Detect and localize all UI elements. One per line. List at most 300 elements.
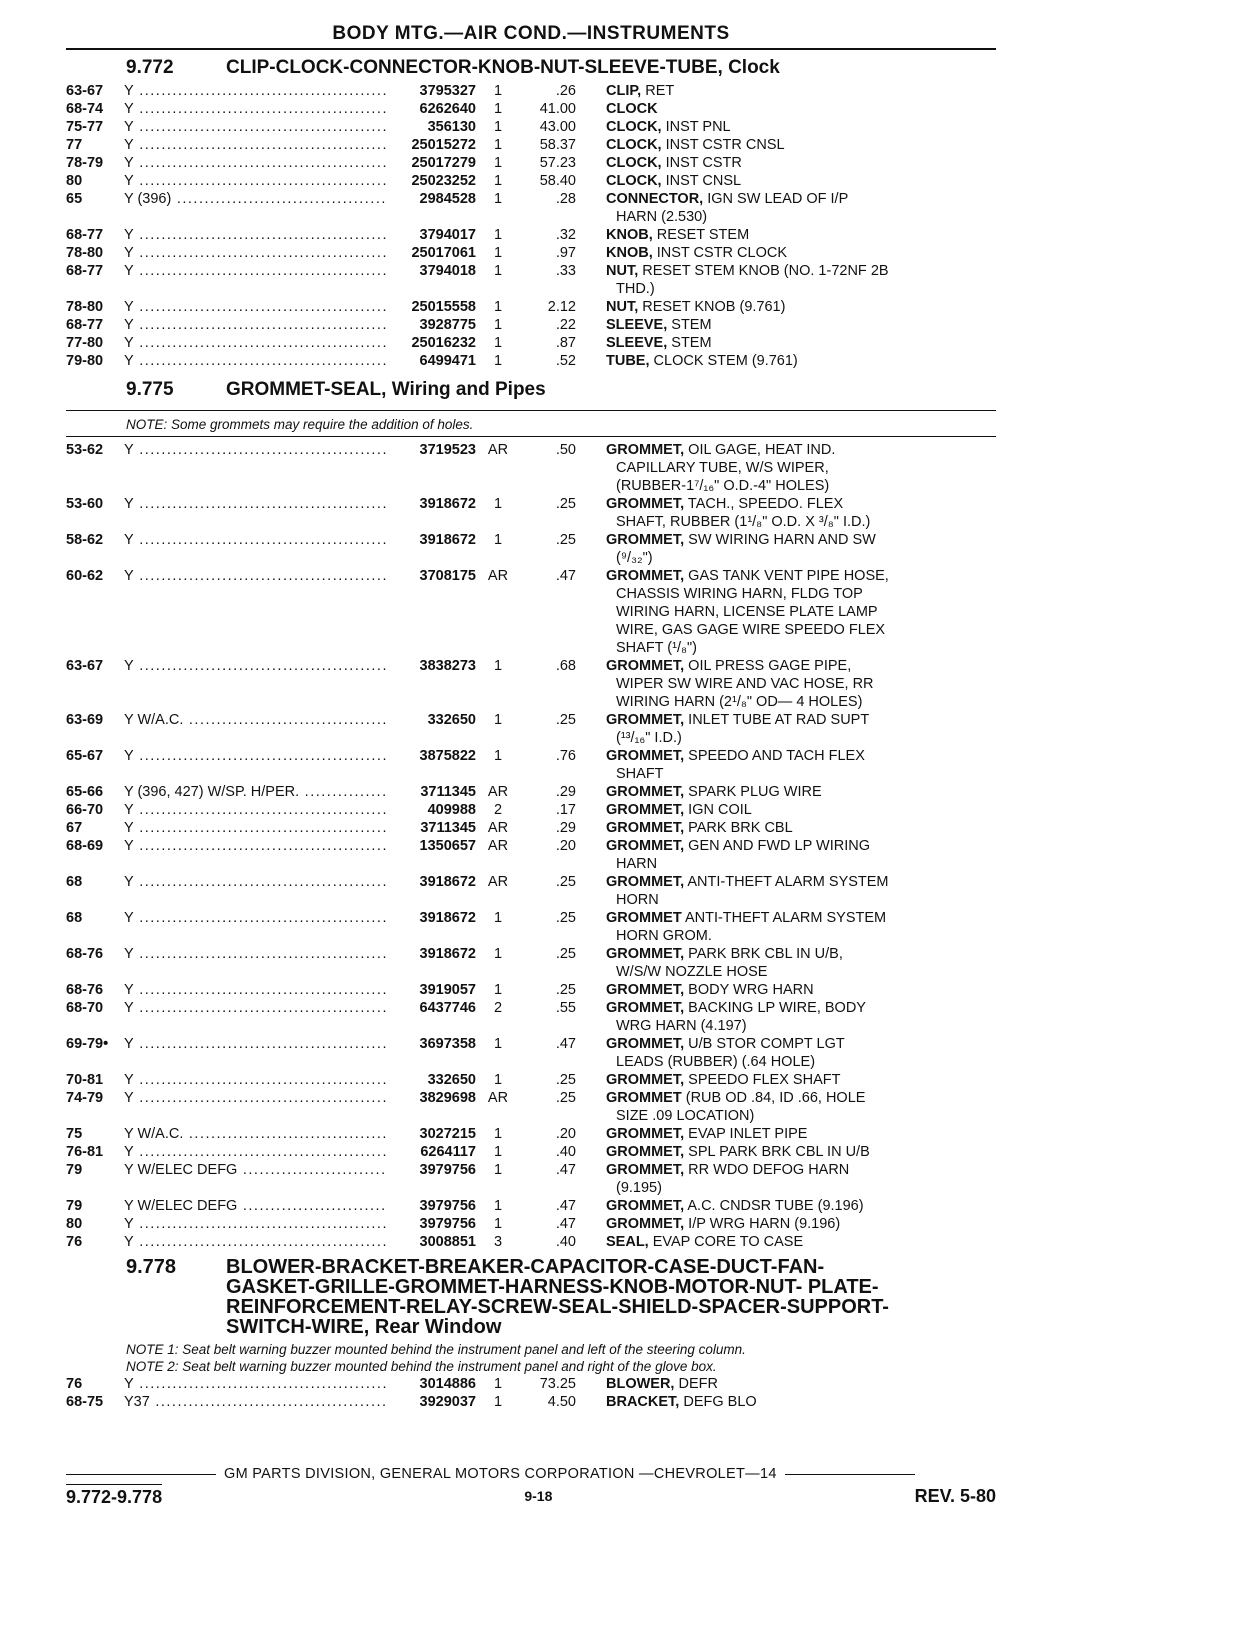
model-text: Y .....	[124, 442, 386, 458]
part-row	[66, 531, 996, 567]
model-code	[124, 334, 386, 352]
description-line: NUT, RESET STEM KNOB (NO. 1-72NF 2B	[606, 263, 889, 279]
description-line: WIRING HARN (2¹/₈" OD— 4 HOLES)	[616, 694, 863, 710]
description-line: SIZE .09 LOCATION)	[616, 1108, 755, 1124]
description-line: GROMMET, SW WIRING HARN AND SW	[606, 532, 876, 548]
model-code	[124, 1215, 386, 1233]
quantity: 1	[493, 245, 503, 261]
description	[576, 909, 996, 945]
price: .22	[555, 317, 576, 333]
description	[576, 118, 996, 136]
section-number: 9.772	[126, 57, 174, 78]
section-note: NOTE 2: Seat belt warning buzzer mounted behind the instrument panel and right of the glove box.	[126, 1359, 717, 1374]
description-line: HORN	[616, 892, 659, 908]
part-row	[66, 1393, 996, 1411]
price: .47	[555, 1162, 576, 1178]
quantity: AR	[487, 442, 509, 458]
model-code	[124, 1143, 386, 1161]
description	[576, 711, 996, 747]
part-number: 3027215	[419, 1126, 476, 1142]
part-row	[66, 819, 996, 837]
price: .52	[555, 353, 576, 369]
part-number: 3795327	[419, 83, 476, 99]
model-code	[124, 262, 386, 298]
description-keyword: GROMMET,	[606, 946, 685, 962]
price: 2.12	[547, 299, 576, 315]
model-text: Y .....	[124, 910, 386, 926]
model-code	[124, 441, 386, 495]
model-text: Y .....	[124, 874, 386, 890]
price: .40	[555, 1144, 576, 1160]
part-number: 332650	[427, 712, 476, 728]
description-line: GROMMET, PARK BRK CBL IN U/B,	[606, 946, 843, 962]
description-line: (9.195)	[616, 1180, 662, 1196]
model-code	[124, 837, 386, 873]
description-keyword: NUT,	[606, 299, 639, 315]
description-line: CLOCK, INST CNSL	[606, 173, 742, 189]
section-title-line: GASKET-GRILLE-GROMMET-HARNESS-KNOB-MOTOR-NUT- PLATE-	[226, 1276, 879, 1298]
description-keyword: KNOB,	[606, 227, 653, 243]
part-number: 3979756	[419, 1216, 476, 1232]
quantity: 1	[493, 173, 503, 189]
year-range: 76	[66, 1376, 83, 1392]
quantity: 1	[493, 1126, 503, 1142]
year-range: 79-80	[66, 353, 104, 369]
model-code	[124, 1071, 386, 1089]
part-number: 3875822	[419, 748, 476, 764]
part-row	[66, 316, 996, 334]
description-line: SHAFT, RUBBER (1¹/₈" O.D. X ³/₈" I.D.)	[616, 514, 871, 530]
quantity: 1	[493, 982, 503, 998]
description-keyword: KNOB,	[606, 245, 653, 261]
description	[576, 567, 996, 657]
description-keyword: GROMMET,	[606, 568, 685, 584]
part-number: 3918672	[419, 496, 476, 512]
year-range: 76	[66, 1234, 83, 1250]
part-row	[66, 657, 996, 711]
description-line: KNOB, INST CSTR CLOCK	[606, 245, 788, 261]
part-number: 3711345	[420, 784, 476, 800]
description-keyword: GROMMET,	[606, 1000, 685, 1016]
description-line: GROMMET, EVAP INLET PIPE	[606, 1126, 808, 1142]
quantity: AR	[487, 568, 509, 584]
part-number: 1350657	[419, 838, 476, 854]
model-code	[124, 1035, 386, 1071]
model-code	[124, 1197, 386, 1215]
part-row	[66, 334, 996, 352]
description-keyword: GROMMET,	[606, 820, 685, 836]
part-number: 3014886	[419, 1376, 476, 1392]
model-text: Y .....	[124, 299, 386, 315]
model-text: Y .....	[124, 1072, 386, 1088]
description-keyword: GROMMET,	[606, 802, 685, 818]
year-range: 65	[66, 191, 83, 207]
section-title	[226, 1257, 996, 1337]
section-title-line: REINFORCEMENT-RELAY-SCREW-SEAL-SHIELD-SPACER-SUPPORT-	[226, 1296, 889, 1318]
description-keyword: GROMMET,	[606, 1144, 685, 1160]
quantity: 1	[493, 263, 503, 279]
quantity: AR	[487, 838, 509, 854]
model-code	[124, 747, 386, 783]
description	[576, 244, 996, 262]
part-number: 25016232	[411, 335, 476, 351]
model-code	[124, 82, 386, 100]
price: .50	[555, 442, 576, 458]
price: .25	[555, 910, 576, 926]
price: .47	[555, 1198, 576, 1214]
part-row	[66, 172, 996, 190]
part-number: 3929037	[419, 1394, 476, 1410]
part-row	[66, 837, 996, 873]
description-line: GROMMET, OIL GAGE, HEAT IND.	[606, 442, 836, 458]
description	[576, 262, 996, 298]
model-text: Y .....	[124, 1234, 386, 1250]
price: .29	[555, 784, 576, 800]
part-number: 25015558	[411, 299, 476, 315]
year-range: 68-77	[66, 317, 104, 333]
description-line: GROMMET, ANTI-THEFT ALARM SYSTEM	[606, 874, 889, 890]
description-line: GROMMET, U/B STOR COMPT LGT	[606, 1036, 845, 1052]
part-row	[66, 244, 996, 262]
price: 4.50	[547, 1394, 576, 1410]
model-text: Y .....	[124, 353, 386, 369]
model-text: Y .....	[124, 83, 386, 99]
description	[576, 334, 996, 352]
description-keyword: GROMMET,	[606, 658, 685, 674]
model-text: Y .....	[124, 982, 386, 998]
part-number: 3794017	[419, 227, 476, 243]
description-line	[606, 100, 996, 118]
description-line: GROMMET, GAS TANK VENT PIPE HOSE,	[606, 568, 889, 584]
model-text: Y .....	[124, 173, 386, 189]
description	[576, 1035, 996, 1071]
description-line: GROMMET, RR WDO DEFOG HARN	[606, 1162, 850, 1178]
section-title: GROMMET-SEAL, Wiring and Pipes	[226, 379, 546, 400]
part-number: 6437746	[419, 1000, 476, 1016]
year-range: 68-77	[66, 227, 104, 243]
price: .33	[555, 263, 576, 279]
part-row	[66, 100, 996, 118]
section-heading	[66, 58, 996, 78]
description	[576, 837, 996, 873]
part-number: 3829698	[419, 1090, 476, 1106]
description	[576, 531, 996, 567]
description-keyword: GROMMET,	[606, 1198, 685, 1214]
description-keyword: GROMMET,	[606, 712, 685, 728]
price: .97	[555, 245, 576, 261]
description	[576, 1143, 996, 1161]
price: .29	[555, 820, 576, 836]
description-line: GROMMET, SPEEDO FLEX SHAFT	[606, 1072, 841, 1088]
model-text: Y .....	[124, 820, 386, 836]
description	[576, 1071, 996, 1089]
part-row	[66, 226, 996, 244]
part-row	[66, 747, 996, 783]
year-range: 74-79	[66, 1090, 104, 1106]
part-row	[66, 945, 996, 981]
model-code	[124, 1393, 386, 1411]
part-number: 25015272	[411, 137, 476, 153]
part-row	[66, 1161, 996, 1197]
part-number: 3979756	[419, 1198, 476, 1214]
quantity: AR	[487, 874, 509, 890]
description-keyword: CLOCK,	[606, 173, 662, 189]
model-code	[124, 783, 386, 801]
description-line: (⁹/₃₂")	[616, 550, 653, 566]
year-range: 79	[66, 1162, 83, 1178]
description	[576, 1393, 996, 1411]
model-text: Y .....	[124, 245, 386, 261]
year-range: 68	[66, 874, 83, 890]
description-line: GROMMET, IGN COIL	[606, 802, 752, 818]
part-number: 332650	[427, 1072, 476, 1088]
description-line: W/S/W NOZZLE HOSE	[616, 964, 768, 980]
part-row	[66, 1375, 996, 1393]
footer-revision: REV. 5-80	[914, 1486, 996, 1506]
description-keyword: GROMMET,	[606, 442, 685, 458]
part-row	[66, 262, 996, 298]
quantity: AR	[487, 784, 509, 800]
description	[576, 441, 996, 495]
price: .76	[555, 748, 576, 764]
model-text: Y (396) .....	[124, 191, 386, 207]
model-code	[124, 172, 386, 190]
model-text: Y .....	[124, 119, 386, 135]
year-range: 70-81	[66, 1072, 104, 1088]
catalog-page	[66, 22, 996, 1411]
price: .25	[555, 1090, 576, 1106]
description	[576, 298, 996, 316]
model-text: Y .....	[124, 532, 386, 548]
year-range: 75-77	[66, 119, 104, 135]
quantity: 1	[493, 910, 503, 926]
section-title-line: BLOWER-BRACKET-BREAKER-CAPACITOR-CASE-DUCT-FAN-	[226, 1256, 825, 1278]
model-code	[124, 819, 386, 837]
description-keyword: GROMMET,	[606, 1036, 685, 1052]
part-number: 356130	[427, 119, 476, 135]
header-rule	[66, 48, 996, 50]
model-text: Y .....	[124, 658, 386, 674]
quantity: 1	[493, 335, 503, 351]
part-row	[66, 999, 996, 1035]
year-range: 63-69	[66, 712, 104, 728]
part-row	[66, 441, 996, 495]
page-header: BODY MTG.—AIR COND.—INSTRUMENTS	[332, 23, 730, 44]
description-line: SLEEVE, STEM	[606, 335, 712, 351]
description-line: GROMMET, PARK BRK CBL	[606, 820, 793, 836]
section-heading	[66, 380, 996, 400]
description-line: GROMMET, I/P WRG HARN (9.196)	[606, 1216, 841, 1232]
part-row	[66, 190, 996, 226]
part-number: 3918672	[419, 532, 476, 548]
model-text: Y .....	[124, 155, 386, 171]
description-keyword: CLOCK,	[606, 137, 662, 153]
section-note: NOTE 1: Seat belt warning buzzer mounted behind the instrument panel and left of the steering column.	[126, 1342, 746, 1357]
quantity: 1	[493, 1198, 503, 1214]
description-line: GROMMET, SPARK PLUG WIRE	[606, 784, 822, 800]
model-text: Y (396, 427) W/SP. H/PER. .....	[124, 784, 386, 800]
price: .47	[555, 1216, 576, 1232]
quantity: 1	[493, 946, 503, 962]
part-row	[66, 298, 996, 316]
model-code	[124, 226, 386, 244]
model-code	[124, 495, 386, 531]
description	[576, 873, 996, 909]
description-line: GROMMET, OIL PRESS GAGE PIPE,	[606, 658, 852, 674]
model-code	[124, 352, 386, 370]
quantity: 1	[493, 137, 503, 153]
page-footer	[66, 1466, 996, 1508]
quantity: 1	[493, 101, 503, 117]
description-line: BLOWER, DEFR	[606, 1376, 718, 1392]
quantity: 1	[493, 353, 503, 369]
description	[576, 801, 996, 819]
model-code	[124, 909, 386, 945]
description	[576, 82, 996, 100]
year-range: 67	[66, 820, 83, 836]
description	[576, 1125, 996, 1143]
description-keyword: SEAL,	[606, 1234, 649, 1250]
description	[576, 316, 996, 334]
description-keyword: GROMMET,	[606, 838, 685, 854]
year-range: 68-76	[66, 946, 104, 962]
year-range: 65-66	[66, 784, 104, 800]
quantity: 1	[493, 299, 503, 315]
year-range: 60-62	[66, 568, 104, 584]
quantity: 1	[493, 155, 503, 171]
description-line: SHAFT (¹/₈")	[616, 640, 697, 656]
description-keyword: BLOWER,	[606, 1376, 675, 1392]
year-range: 69-79•	[66, 1036, 109, 1052]
description-keyword: TUBE,	[606, 353, 650, 369]
model-text: Y .....	[124, 317, 386, 333]
year-range: 68-77	[66, 263, 104, 279]
part-row	[66, 1125, 996, 1143]
part-row	[66, 567, 996, 657]
description-line: GROMMET, SPEEDO AND TACH FLEX	[606, 748, 865, 764]
model-code	[124, 945, 386, 981]
description-line: CAPILLARY TUBE, W/S WIPER,	[616, 460, 829, 476]
description	[576, 190, 996, 226]
year-range: 68-70	[66, 1000, 104, 1016]
price: .25	[555, 712, 576, 728]
model-text: Y W/ELEC DEFG .....	[124, 1162, 386, 1178]
part-row	[66, 154, 996, 172]
year-range: 63-67	[66, 83, 104, 99]
part-number: 3719523	[419, 442, 476, 458]
description-line: GROMMET, BODY WRG HARN	[606, 982, 814, 998]
description-keyword: CONNECTOR,	[606, 191, 704, 207]
model-text: Y .....	[124, 1000, 386, 1016]
price: .47	[555, 1036, 576, 1052]
model-code	[124, 801, 386, 819]
description-keyword: CLOCK	[606, 101, 658, 117]
model-text: Y W/ELEC DEFG .....	[124, 1198, 386, 1214]
price: .25	[555, 1072, 576, 1088]
quantity: 1	[493, 227, 503, 243]
quantity: 1	[493, 1394, 503, 1410]
year-range: 76-81	[66, 1144, 104, 1160]
model-text: Y .....	[124, 568, 386, 584]
part-number: 3928775	[419, 317, 476, 333]
price: 58.40	[539, 173, 576, 189]
part-row	[66, 82, 996, 100]
part-row	[66, 801, 996, 819]
description-keyword: CLIP,	[606, 83, 642, 99]
part-number: 6264117	[420, 1144, 476, 1160]
price: .25	[555, 874, 576, 890]
price: .20	[555, 838, 576, 854]
part-row	[66, 352, 996, 370]
part-number: 3919057	[419, 982, 476, 998]
price: 57.23	[539, 155, 576, 171]
model-code	[124, 567, 386, 657]
price: .25	[555, 496, 576, 512]
description-keyword: SLEEVE,	[606, 335, 668, 351]
description-line: GROMMET ANTI-THEFT ALARM SYSTEM	[606, 910, 887, 926]
description-line: CLOCK, INST CSTR CNSL	[606, 137, 785, 153]
quantity: 1	[493, 1162, 503, 1178]
description-line: CONNECTOR, IGN SW LEAD OF I/P	[606, 191, 849, 207]
part-number: 3918672	[419, 910, 476, 926]
quantity: 1	[493, 748, 503, 764]
description-keyword: GROMMET,	[606, 1072, 685, 1088]
description	[576, 1233, 996, 1251]
model-code	[124, 1375, 386, 1393]
year-range: 68-76	[66, 982, 104, 998]
description-keyword: GROMMET,	[606, 784, 685, 800]
description	[576, 999, 996, 1035]
model-text: Y .....	[124, 335, 386, 351]
model-text: Y .....	[124, 101, 386, 117]
price: .26	[555, 83, 576, 99]
price: 73.25	[539, 1376, 576, 1392]
description	[576, 1089, 996, 1125]
part-row	[66, 981, 996, 999]
model-text: Y .....	[124, 1216, 386, 1232]
description	[576, 1161, 996, 1197]
description-line: CLOCK, INST PNL	[606, 119, 731, 135]
title-subject: Rear Window	[374, 1316, 502, 1338]
part-number: 25023252	[411, 173, 476, 189]
description-keyword: GROMMET,	[606, 496, 685, 512]
description-line: GROMMET, A.C. CNDSR TUBE (9.196)	[606, 1198, 864, 1214]
description-line: WIRE, GAS GAGE WIRE SPEEDO FLEX	[616, 622, 886, 638]
price: .25	[555, 982, 576, 998]
model-code	[124, 873, 386, 909]
description	[576, 783, 996, 801]
part-row	[66, 873, 996, 909]
year-range: 77-80	[66, 335, 104, 351]
description	[576, 1375, 996, 1393]
year-range: 80	[66, 1216, 83, 1232]
section-title: CLIP-CLOCK-CONNECTOR-KNOB-NUT-SLEEVE-TUBE, Clock	[226, 57, 780, 78]
quantity: 1	[493, 1072, 503, 1088]
description-line: SLEEVE, STEM	[606, 317, 712, 333]
part-row	[66, 136, 996, 154]
description	[576, 352, 996, 370]
year-range: 53-60	[66, 496, 104, 512]
description	[576, 819, 996, 837]
part-row	[66, 711, 996, 747]
year-range: 78-80	[66, 245, 104, 261]
model-code	[124, 711, 386, 747]
model-code	[124, 1233, 386, 1251]
quantity: 1	[493, 119, 503, 135]
model-text: Y .....	[124, 1376, 386, 1392]
part-row	[66, 1035, 996, 1071]
description-keyword: GROMMET	[606, 910, 682, 926]
